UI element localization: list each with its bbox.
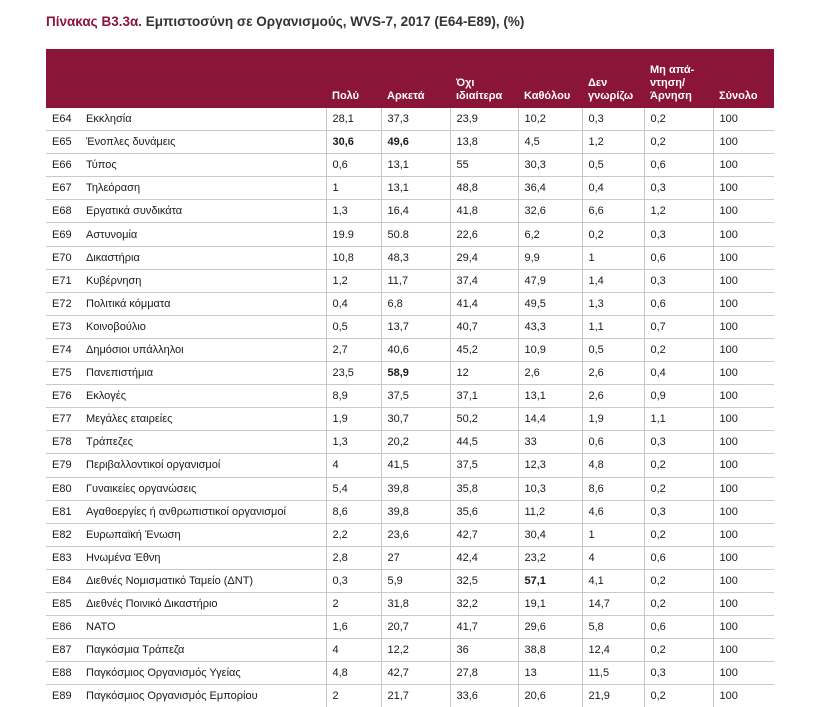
row-value: 6,8 (381, 292, 450, 315)
row-value: 30,6 (326, 131, 381, 154)
row-value: 42,7 (381, 662, 450, 685)
row-value: 28,1 (326, 108, 381, 131)
table-row (46, 269, 774, 292)
table-caption: Εμπιστοσύνη σε Οργανισμούς, WVS-7, 2017 (E64-E89), (%) (145, 14, 525, 29)
row-value: 1 (582, 246, 644, 269)
row-organization: Δικαστήρια (80, 246, 326, 269)
table-row (46, 177, 774, 200)
row-value: 100 (713, 592, 774, 615)
row-value: 5,9 (381, 569, 450, 592)
row-value: 23,9 (450, 108, 518, 131)
row-value: 12,4 (582, 639, 644, 662)
row-value: 47,9 (518, 269, 582, 292)
row-value: 19.9 (326, 223, 381, 246)
row-value: 2 (326, 592, 381, 615)
row-value: 42,4 (450, 546, 518, 569)
row-value: 21,9 (582, 685, 644, 707)
row-value: 100 (713, 546, 774, 569)
table-row (46, 431, 774, 454)
row-value: 19,1 (518, 592, 582, 615)
row-code: E78 (46, 431, 80, 454)
column-header: Μη απά- ντηση/ Άρνηση (650, 64, 695, 102)
row-value: 37,5 (381, 385, 450, 408)
row-value: 100 (713, 292, 774, 315)
row-value: 2,2 (326, 523, 381, 546)
row-organization: Αστυνομία (80, 223, 326, 246)
row-value: 0,6 (644, 616, 713, 639)
row-value: 1,6 (326, 616, 381, 639)
row-value: 14,7 (582, 592, 644, 615)
row-value: 0,2 (644, 592, 713, 615)
row-value: 30,3 (518, 154, 582, 177)
row-organization: Κοινοβούλιο (80, 315, 326, 338)
row-organization: Πολιτικά κόμματα (80, 292, 326, 315)
row-value: 11,5 (582, 662, 644, 685)
row-value: 6,2 (518, 223, 582, 246)
row-value: 1 (582, 523, 644, 546)
row-value: 0,3 (644, 269, 713, 292)
table-row (46, 385, 774, 408)
row-value: 0,2 (644, 685, 713, 707)
row-code: E76 (46, 385, 80, 408)
table-row (46, 154, 774, 177)
row-value: 40,7 (450, 315, 518, 338)
row-code: E81 (46, 500, 80, 523)
row-code: E82 (46, 523, 80, 546)
row-value: 0,2 (644, 523, 713, 546)
table-row (46, 454, 774, 477)
row-value: 42,7 (450, 523, 518, 546)
row-value: 29,4 (450, 246, 518, 269)
row-value: 1,3 (582, 292, 644, 315)
row-value: 39,8 (381, 500, 450, 523)
row-value: 100 (713, 338, 774, 361)
row-value: 1,2 (644, 200, 713, 223)
row-value: 48,8 (450, 177, 518, 200)
row-code: E83 (46, 546, 80, 569)
row-value: 100 (713, 223, 774, 246)
row-value: 4 (326, 639, 381, 662)
row-code: E66 (46, 154, 80, 177)
row-code: E68 (46, 200, 80, 223)
row-value: 30,4 (518, 523, 582, 546)
row-value: 49,6 (381, 131, 450, 154)
row-value: 100 (713, 200, 774, 223)
row-code: E77 (46, 408, 80, 431)
row-organization: Διεθνές Νομισματικό Ταμείο (ΔΝΤ) (80, 569, 326, 592)
row-value: 4 (326, 454, 381, 477)
row-value: 13,7 (381, 315, 450, 338)
row-organization: Ευρωπαϊκή Ένωση (80, 523, 326, 546)
row-value: 45,2 (450, 338, 518, 361)
row-organization: Τράπεζες (80, 431, 326, 454)
column-header: Καθόλου (524, 90, 571, 102)
row-organization: Κυβέρνηση (80, 269, 326, 292)
row-value: 50,2 (450, 408, 518, 431)
row-value: 44,5 (450, 431, 518, 454)
row-value: 0,3 (644, 223, 713, 246)
row-value: 48,3 (381, 246, 450, 269)
row-value: 0,5 (582, 154, 644, 177)
row-value: 0,6 (644, 154, 713, 177)
row-value: 100 (713, 246, 774, 269)
row-value: 2,7 (326, 338, 381, 361)
row-code: E79 (46, 454, 80, 477)
row-value: 55 (450, 154, 518, 177)
row-value: 0,3 (644, 431, 713, 454)
column-header (80, 49, 326, 108)
row-organization: Παγκόσμιος Οργανισμός Εμπορίου (80, 685, 326, 707)
row-value: 100 (713, 616, 774, 639)
row-value: 2,6 (582, 362, 644, 385)
row-value: 35,6 (450, 500, 518, 523)
row-organization: Εργατικά συνδικάτα (80, 200, 326, 223)
row-value: 4,6 (582, 500, 644, 523)
row-value: 100 (713, 177, 774, 200)
row-value: 27 (381, 546, 450, 569)
row-value: 10,2 (518, 108, 582, 131)
row-code: E73 (46, 315, 80, 338)
row-value: 0,2 (582, 223, 644, 246)
row-value: 50.8 (381, 223, 450, 246)
row-code: E65 (46, 131, 80, 154)
row-value: 41,7 (450, 616, 518, 639)
row-value: 32,6 (518, 200, 582, 223)
row-value: 0,9 (644, 385, 713, 408)
row-value: 11,7 (381, 269, 450, 292)
table-row (46, 569, 774, 592)
row-organization: Παγκόσμιος Οργανισμός Υγείας (80, 662, 326, 685)
row-value: 0,2 (644, 454, 713, 477)
row-value: 4,1 (582, 569, 644, 592)
row-organization: Τηλεόραση (80, 177, 326, 200)
row-value: 23,2 (518, 546, 582, 569)
row-value: 1 (326, 177, 381, 200)
row-organization: Διεθνές Ποινικό Δικαστήριο (80, 592, 326, 615)
row-value: 32,2 (450, 592, 518, 615)
row-organization: Γυναικείες οργανώσεις (80, 477, 326, 500)
table-row (46, 200, 774, 223)
row-value: 43,3 (518, 315, 582, 338)
row-value: 31,8 (381, 592, 450, 615)
row-value: 57,1 (518, 569, 582, 592)
row-value: 16,4 (381, 200, 450, 223)
row-value: 12 (450, 362, 518, 385)
row-code: E89 (52, 690, 72, 703)
row-value: 0,6 (326, 154, 381, 177)
header-row (46, 49, 774, 108)
row-code: E85 (46, 592, 80, 615)
row-value: 36,4 (518, 177, 582, 200)
row-value: 49,5 (518, 292, 582, 315)
row-value: 14,4 (518, 408, 582, 431)
table-row (46, 500, 774, 523)
row-code: E71 (46, 269, 80, 292)
table-row (46, 246, 774, 269)
row-value: 0,2 (644, 639, 713, 662)
row-value: 23,6 (381, 523, 450, 546)
row-value: 100 (713, 523, 774, 546)
row-code: E69 (46, 223, 80, 246)
row-value: 2,6 (518, 362, 582, 385)
row-value: 37,5 (450, 454, 518, 477)
row-value: 39,8 (381, 477, 450, 500)
row-value: 8,6 (582, 477, 644, 500)
row-value: 100 (713, 362, 774, 385)
row-value: 38,8 (518, 639, 582, 662)
row-value: 37,3 (381, 108, 450, 131)
row-code: E88 (46, 662, 80, 685)
row-value: 9,9 (518, 246, 582, 269)
table-row (46, 616, 774, 639)
row-value: 33 (518, 431, 582, 454)
row-value: 12,2 (381, 639, 450, 662)
row-value: 0,2 (644, 108, 713, 131)
table-row (46, 315, 774, 338)
row-value: 10,9 (518, 338, 582, 361)
table-row (46, 362, 774, 385)
table-row (46, 546, 774, 569)
row-value: 1,2 (582, 131, 644, 154)
table-row (46, 292, 774, 315)
row-organization: Δημόσιοι υπάλληλοι (80, 338, 326, 361)
row-value: 100 (713, 408, 774, 431)
row-value: 0,3 (326, 569, 381, 592)
row-value: 100 (713, 154, 774, 177)
row-organization: Αγαθοεργίες ή ανθρωπιστικοί οργανισμοί (80, 500, 326, 523)
row-value: 0,3 (582, 108, 644, 131)
row-value: 0,7 (644, 315, 713, 338)
row-value: 36 (450, 639, 518, 662)
table-row (46, 108, 774, 131)
row-value: 0,6 (644, 546, 713, 569)
row-value: 20,2 (381, 431, 450, 454)
row-value: 100 (713, 431, 774, 454)
row-value: 100 (719, 690, 738, 703)
row-value: 0,2 (644, 338, 713, 361)
row-value: 20,7 (381, 616, 450, 639)
row-organization: Παγκόσμια Τράπεζα (80, 639, 326, 662)
row-value: 10,8 (326, 246, 381, 269)
row-organization: Μεγάλες εταιρείες (80, 408, 326, 431)
row-value: 0,3 (644, 500, 713, 523)
row-value: 100 (713, 454, 774, 477)
row-value: 11,2 (518, 500, 582, 523)
row-value: 58,9 (381, 362, 450, 385)
row-value: 20,6 (518, 685, 582, 707)
row-value: 1,3 (326, 200, 381, 223)
row-value: 0,6 (644, 246, 713, 269)
row-value: 22,6 (450, 223, 518, 246)
row-value: 2 (326, 685, 381, 707)
row-value: 41,8 (450, 200, 518, 223)
row-value: 30,7 (381, 408, 450, 431)
table-row (46, 338, 774, 361)
row-value: 0,2 (644, 477, 713, 500)
row-value: 0,4 (326, 292, 381, 315)
row-value: 0,2 (644, 569, 713, 592)
row-value: 32,5 (450, 569, 518, 592)
row-value: 0,2 (644, 131, 713, 154)
row-value: 37,1 (450, 385, 518, 408)
row-organization: Εκλογές (80, 385, 326, 408)
row-code: E67 (46, 177, 80, 200)
row-code: E70 (46, 246, 80, 269)
row-value: 4,5 (518, 131, 582, 154)
table-row (46, 408, 774, 431)
row-value: 37,4 (450, 269, 518, 292)
row-value: 10,3 (518, 477, 582, 500)
row-value: 100 (713, 500, 774, 523)
table-title (46, 14, 524, 29)
row-value: 0,4 (582, 177, 644, 200)
row-value: 4 (582, 546, 644, 569)
row-value: 100 (713, 662, 774, 685)
row-value: 100 (713, 315, 774, 338)
row-value: 8,9 (326, 385, 381, 408)
table-row (46, 131, 774, 154)
table-row (46, 639, 774, 662)
row-value: 100 (713, 477, 774, 500)
row-value: 40,6 (381, 338, 450, 361)
row-code: E74 (46, 338, 80, 361)
row-value: 41,4 (450, 292, 518, 315)
row-value: 1,1 (644, 408, 713, 431)
row-value: 2,8 (326, 546, 381, 569)
row-code: E72 (46, 292, 80, 315)
row-value: 6,6 (582, 200, 644, 223)
row-value: 100 (713, 131, 774, 154)
row-organization: Τύπος (80, 154, 326, 177)
row-code: E86 (46, 616, 80, 639)
row-organization: Ηνωμένα Έθνη (80, 546, 326, 569)
row-value: 4,8 (326, 662, 381, 685)
row-organization: Περιβαλλοντικοί οργανισμοί (80, 454, 326, 477)
row-value: 0,5 (582, 338, 644, 361)
row-value: 0,3 (644, 662, 713, 685)
row-value: 0,6 (582, 431, 644, 454)
row-code: E80 (46, 477, 80, 500)
table-row (46, 523, 774, 546)
row-value: 1,2 (326, 269, 381, 292)
table-row (46, 223, 774, 246)
table-label: Πίνακας Β3.3α. (46, 14, 143, 29)
row-code: E75 (46, 362, 80, 385)
column-header: Σύνολο (719, 90, 758, 102)
row-value: 1,4 (582, 269, 644, 292)
trust-table (46, 49, 774, 707)
row-value: 13,1 (518, 385, 582, 408)
column-header: Πολύ (332, 90, 360, 102)
row-value: 5,8 (582, 616, 644, 639)
row-value: 41,5 (381, 454, 450, 477)
row-code: E84 (46, 569, 80, 592)
row-value: 23,5 (326, 362, 381, 385)
row-value: 100 (713, 108, 774, 131)
row-value: 4,8 (582, 454, 644, 477)
row-code: E87 (46, 639, 80, 662)
table-row (46, 662, 774, 685)
row-value: 0,4 (644, 362, 713, 385)
table-row (46, 477, 774, 500)
row-value: 27,8 (450, 662, 518, 685)
row-value: 0,5 (326, 315, 381, 338)
row-organization: ΝΑΤΟ (80, 616, 326, 639)
column-header: Όχι ιδιαίτερα (456, 77, 503, 102)
row-organization: Εκκλησία (80, 108, 326, 131)
row-value: 100 (713, 569, 774, 592)
row-organization: Πανεπιστήμια (80, 362, 326, 385)
row-value: 21,7 (381, 685, 450, 707)
row-value: 100 (713, 385, 774, 408)
row-value: 0,3 (644, 177, 713, 200)
row-value: 13,1 (381, 177, 450, 200)
row-value: 1,9 (326, 408, 381, 431)
column-header (46, 49, 80, 108)
row-value: 5,4 (326, 477, 381, 500)
row-value: 0,6 (644, 292, 713, 315)
row-value: 100 (713, 269, 774, 292)
row-value: 33,6 (450, 685, 518, 707)
column-header: Αρκετά (387, 90, 425, 102)
table-body (46, 108, 774, 707)
row-value: 35,8 (450, 477, 518, 500)
column-header: Δεν γνωρίζω (588, 77, 634, 102)
row-value: 100 (713, 639, 774, 662)
table-row (46, 592, 774, 615)
row-value: 1,3 (326, 431, 381, 454)
row-value: 1,9 (582, 408, 644, 431)
table-row (46, 685, 774, 707)
row-value: 8,6 (326, 500, 381, 523)
row-value: 29,6 (518, 616, 582, 639)
row-organization: Ένοπλες δυνάμεις (80, 131, 326, 154)
row-value: 13,1 (381, 154, 450, 177)
row-code: E64 (46, 108, 80, 131)
row-value: 12,3 (518, 454, 582, 477)
row-value: 2,6 (582, 385, 644, 408)
row-value: 13,8 (450, 131, 518, 154)
row-value: 1,1 (582, 315, 644, 338)
row-value: 13 (518, 662, 582, 685)
